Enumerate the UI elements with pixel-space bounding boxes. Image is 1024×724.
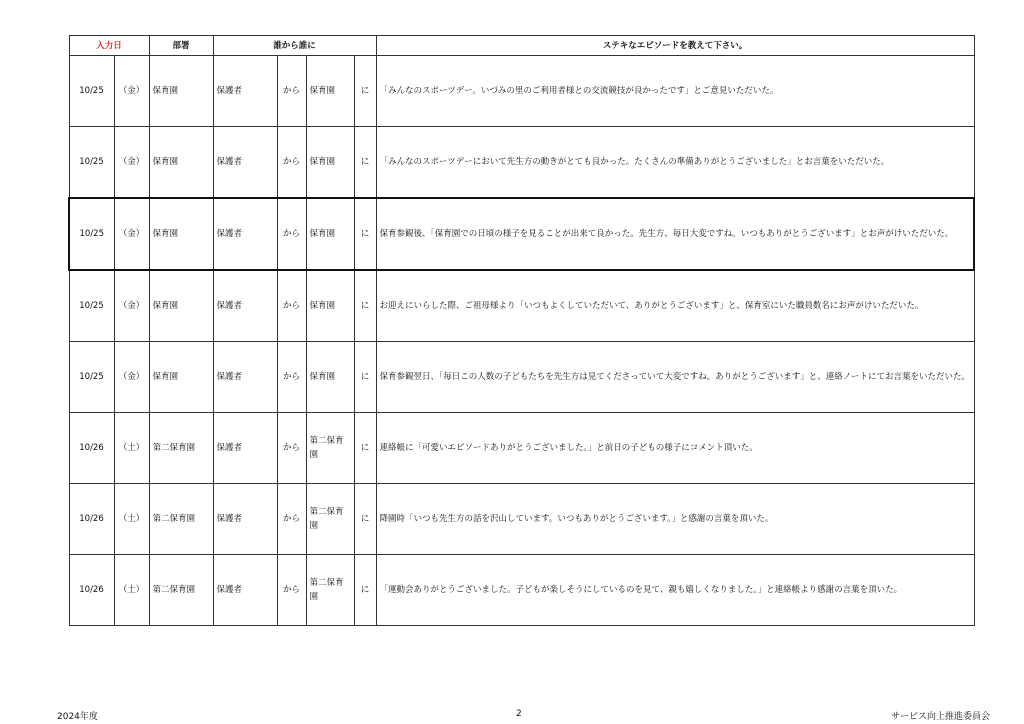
row-dept[interactable]: 保育園 (149, 127, 213, 199)
table-row (69, 270, 974, 342)
row-date[interactable]: 10/26 (69, 555, 114, 626)
row-date[interactable]: 10/26 (69, 413, 114, 484)
row-dept[interactable]: 保育園 (149, 56, 213, 127)
row-from[interactable]: 保護者 (213, 56, 277, 127)
row-from[interactable]: 保護者 (213, 270, 277, 342)
row-to[interactable]: 保育園 (306, 342, 354, 413)
row-dept[interactable]: 第二保育園 (149, 555, 213, 626)
row-day[interactable]: （金） (114, 127, 149, 199)
row-kara[interactable]: から (277, 484, 306, 555)
row-day[interactable]: （金） (114, 56, 149, 127)
row-kara[interactable]: から (277, 198, 306, 270)
row-from[interactable]: 保護者 (213, 484, 277, 555)
row-to[interactable]: 第二保育園 (306, 484, 354, 555)
row-from[interactable]: 保護者 (213, 555, 277, 626)
row-day[interactable]: （土） (114, 555, 149, 626)
row-episode[interactable]: 保育参観後、「保育園での日頃の様子を見ることが出来て良かった。先生方、毎日大変ですね。いつもありがとうございます」とお声がけいただいた。 (376, 198, 974, 270)
header-dept[interactable]: 部署 (149, 36, 213, 56)
row-to[interactable]: 保育園 (306, 56, 354, 127)
row-episode[interactable]: 保育参観翌日、「毎日この人数の子どもたちを先生方は見てくださっていて大変ですね。ありがとうございます」と、連絡ノートにてお言葉をいただいた。 (376, 342, 974, 413)
row-episode[interactable]: 降園時「いつも先生方の話を沢山しています。いつもありがとうございます。」と感謝の言葉を頂いた。 (376, 484, 974, 555)
row-kara[interactable]: から (277, 555, 306, 626)
header-date[interactable]: 入力日 (69, 36, 149, 56)
row-kara[interactable]: から (277, 270, 306, 342)
row-from[interactable]: 保護者 (213, 127, 277, 199)
row-day[interactable]: （金） (114, 198, 149, 270)
table-row (69, 198, 974, 270)
row-episode[interactable]: お迎えにいらした際、ご祖母様より「いつもよくしていただいて、ありがとうございます」と、保育室にいた職員数名にお声がけいただいた。 (376, 270, 974, 342)
row-ni[interactable]: に (354, 127, 376, 199)
row-episode[interactable]: 「みんなのスポーツデー。いづみの里のご利用者様との交流競技が良かったです」とご意見いただいた。 (376, 56, 974, 127)
row-from[interactable]: 保護者 (213, 198, 277, 270)
table-row (69, 413, 974, 484)
header-episode[interactable]: ステキなエピソードを教えて下さい。 (376, 36, 974, 56)
row-kara[interactable]: から (277, 56, 306, 127)
row-ni[interactable]: に (354, 56, 376, 127)
row-kara[interactable]: から (277, 342, 306, 413)
row-date[interactable]: 10/25 (69, 342, 114, 413)
table-row (69, 555, 974, 626)
header-who[interactable]: 誰から誰に (213, 36, 376, 56)
row-to[interactable]: 保育園 (306, 198, 354, 270)
row-ni[interactable]: に (354, 555, 376, 626)
row-dept[interactable]: 保育園 (149, 198, 213, 270)
row-ni[interactable]: に (354, 198, 376, 270)
row-ni[interactable]: に (354, 413, 376, 484)
row-ni[interactable]: に (354, 270, 376, 342)
row-day[interactable]: （金） (114, 270, 149, 342)
footer-year: 2024年度 (57, 712, 98, 722)
footer-committee: サービス向上推進委員会 (890, 712, 990, 722)
row-from[interactable]: 保護者 (213, 342, 277, 413)
row-to[interactable]: 保育園 (306, 127, 354, 199)
row-kara[interactable]: から (277, 413, 306, 484)
row-ni[interactable]: に (354, 342, 376, 413)
row-episode[interactable]: 「みんなのスポーツデーにおいて先生方の動きがとても良かった。たくさんの準備ありがとうございました」とお言葉をいただいた。 (376, 127, 974, 199)
row-date[interactable]: 10/25 (69, 127, 114, 199)
row-date[interactable]: 10/25 (69, 56, 114, 127)
row-episode[interactable]: 連絡帳に「可愛いエピソードありがとうございました。」と前日の子どもの様子にコメント頂いた。 (376, 413, 974, 484)
table-row (69, 484, 974, 555)
page-number: 2 (516, 709, 522, 719)
row-kara[interactable]: から (277, 127, 306, 199)
row-ni[interactable]: に (354, 484, 376, 555)
row-dept[interactable]: 保育園 (149, 342, 213, 413)
row-day[interactable]: （土） (114, 484, 149, 555)
row-day[interactable]: （土） (114, 413, 149, 484)
row-day[interactable]: （金） (114, 342, 149, 413)
row-from[interactable]: 保護者 (213, 413, 277, 484)
row-date[interactable]: 10/25 (69, 270, 114, 342)
row-to[interactable]: 保育園 (306, 270, 354, 342)
row-to[interactable]: 第二保育園 (306, 413, 354, 484)
row-to[interactable]: 第二保育園 (306, 555, 354, 626)
header-row (69, 36, 974, 56)
row-dept[interactable]: 第二保育園 (149, 413, 213, 484)
row-episode[interactable]: 「運動会ありがとうございました。子どもが楽しそうにしているのを見て、親も嬉しくなりました。」と連絡帳より感謝の言葉を頂いた。 (376, 555, 974, 626)
row-date[interactable]: 10/25 (69, 198, 114, 270)
episode-table (68, 35, 975, 626)
row-dept[interactable]: 第二保育園 (149, 484, 213, 555)
table-row (69, 56, 974, 127)
table-row (69, 342, 974, 413)
row-date[interactable]: 10/26 (69, 484, 114, 555)
row-dept[interactable]: 保育園 (149, 270, 213, 342)
table-row (69, 127, 974, 199)
